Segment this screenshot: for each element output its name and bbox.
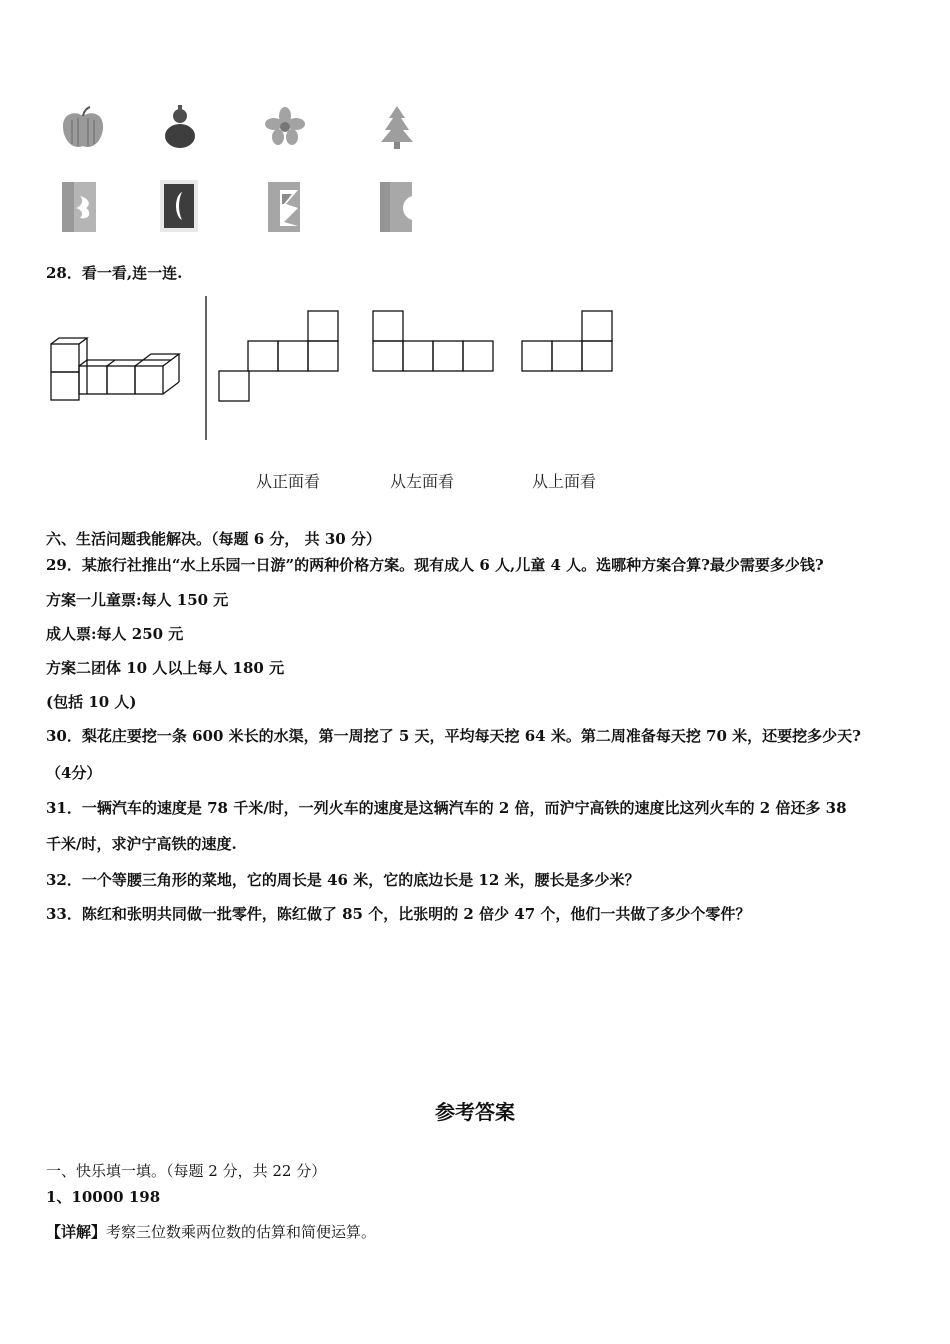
q29-text: 29．某旅行社推出“水上乐园一日游”的两种价格方案。现有成人 6 人,儿童 4 人。选哪种方案合算?最少需要多少钱? bbox=[46, 556, 824, 574]
shape-apple-icon bbox=[60, 106, 106, 150]
section-six-title: 六、生活问题我能解决。（每题 6 分， 共 30 分） bbox=[46, 530, 381, 548]
answers-heading: 参考答案 bbox=[435, 1100, 515, 1124]
cube-figure bbox=[48, 336, 188, 404]
view-figure-b bbox=[372, 310, 496, 372]
cut-paper-c-image bbox=[268, 182, 300, 232]
shape-flower-icon bbox=[264, 106, 306, 146]
shape-tree-icon bbox=[378, 104, 416, 150]
q32-text: 32．一个等腰三角形的菜地，它的周长是 46 米，它的底边长是 12 米，腰长是多少米？ bbox=[46, 871, 640, 889]
q30-points: （4分） bbox=[46, 764, 102, 782]
answer-1-detail bbox=[46, 1221, 376, 1242]
q29-plan2: 方案二团体 10 人以上每人 180 元 bbox=[46, 659, 285, 677]
view-label-front: 从正面看 bbox=[256, 472, 321, 491]
q30-text: 30．梨花庄要挖一条 600 米长的水渠，第一周挖了 5 天，平均每天挖 64 米。第二周准备每天挖 70 米，还要挖多少天? bbox=[46, 727, 861, 745]
view-figure-a bbox=[218, 310, 340, 402]
view-figure-c bbox=[521, 310, 615, 372]
cut-paper-d-image bbox=[380, 182, 412, 232]
q29-plan1-adult: 成人票:每人 250 元 bbox=[46, 625, 184, 643]
q29-plan1-child: 方案一儿童票:每人 150 元 bbox=[46, 591, 229, 609]
view-label-left: 从左面看 bbox=[390, 472, 455, 491]
q33-text: 33．陈红和张明共同做一批零件，陈红做了 85 个，比张明的 2 倍少 47 个，他们一共做了多少个零件？ bbox=[46, 905, 751, 923]
detail-text: 考察三位数乘两位数的估算和简便运算。 bbox=[106, 1223, 377, 1241]
answers-section-one: 一、快乐填一填。（每题 2 分，共 22 分） bbox=[46, 1162, 327, 1180]
q31-line2: 千米/时，求沪宁高铁的速度. bbox=[46, 835, 237, 853]
q31-line1: 31．一辆汽车的速度是 78 千米/时，一列火车的速度是这辆汽车的 2 倍，而沪宁高铁的速度比这列火车的 2 倍还多 38 bbox=[46, 799, 847, 817]
view-label-top: 从上面看 bbox=[532, 472, 597, 491]
answer-1: 1、10000 198 bbox=[46, 1188, 161, 1206]
cut-paper-a-image bbox=[62, 182, 96, 232]
divider-line bbox=[204, 296, 208, 440]
shape-gourd-icon bbox=[162, 104, 198, 150]
cut-paper-b-image bbox=[160, 180, 198, 232]
q29-plan2-note: (包括 10 人) bbox=[46, 693, 137, 711]
detail-tag: 【详解】 bbox=[46, 1223, 107, 1241]
q28-title: 28．看一看,连一连. bbox=[46, 264, 183, 282]
